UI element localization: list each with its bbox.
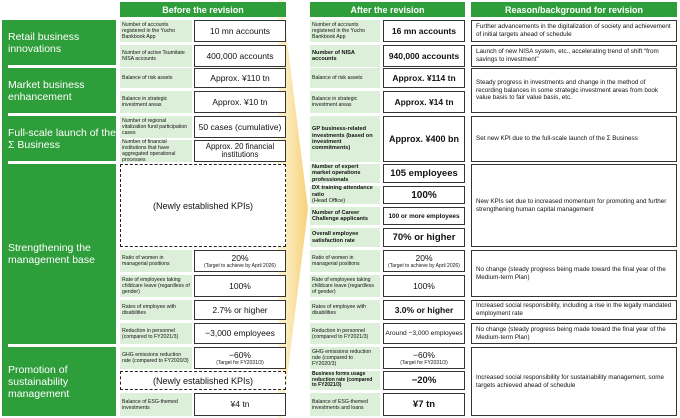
after-value-11 xyxy=(383,300,465,320)
before-value-9 xyxy=(194,323,286,344)
after-value-10-text: 100% xyxy=(413,280,435,291)
after-value-1 xyxy=(383,45,465,67)
after-value-6 xyxy=(383,186,465,204)
after-value-10 xyxy=(383,275,465,297)
before-label-0: Number of accounts registered in the Yucho Bankbook App xyxy=(120,20,192,42)
before-label-1: Number of active Tsumitate NISA accounts xyxy=(120,45,192,67)
after-value-12 xyxy=(383,323,465,344)
reason-4: New KPIs set due to increased momentum for promoting and further strengthening human capital management xyxy=(471,164,677,247)
after-value-8 xyxy=(383,228,465,247)
before-value-0 xyxy=(194,20,286,42)
after-label-10: Rate of employees taking childcare leave (regardless of gender) xyxy=(310,275,380,297)
category-retail: Retail business innovations xyxy=(2,20,116,65)
reason-6: Increased social responsibility, including a rise in the legally mandated employment rate xyxy=(471,300,677,320)
reason-0: Further advancements in the digitalization of society and achievement of initial targets ahead of schedule xyxy=(471,20,677,42)
category-market: Market business enhancement xyxy=(2,68,116,113)
after-value-5-text: 105 employees xyxy=(390,168,458,179)
category-management-base: Strengthening the management base xyxy=(2,164,116,344)
before-label-10: GHG emissions reduction rate (compared to FY2020/3) xyxy=(120,347,192,369)
before-label-11: Balance of ESG-themed investments xyxy=(120,393,192,416)
after-label-13: GHG emissions reduction rate (compared to FY2020/3) xyxy=(310,347,380,369)
category-sustainability: Promotion of sustainability management xyxy=(2,347,116,416)
after-value-5 xyxy=(383,164,465,183)
before-value-6-text: 20% xyxy=(231,252,249,263)
reason-7: No change (steady progress being made toward the final year of the Medium-term Plan) xyxy=(471,323,677,344)
after-value-0 xyxy=(383,20,465,42)
after-label-12: Reduction in personnel (compared to FY2021/3) xyxy=(310,323,380,344)
before-value-10-target: (Target for FY2031/3) xyxy=(216,359,264,366)
after-value-14 xyxy=(383,371,465,390)
after-label-6-text: DX training attendance ratio xyxy=(312,185,373,198)
before-value-4 xyxy=(194,116,286,138)
reason-8: Increased social responsibility for sustainability management, some targets achieved ahead of schedule xyxy=(471,347,677,416)
after-value-9-text: 20% xyxy=(415,252,433,263)
after-label-15: Balance of ESG-themed investments and loans xyxy=(310,393,380,416)
before-label-2: Balance of risk assets xyxy=(120,68,192,88)
before-label-6: Ratio of women in managerial positions xyxy=(120,250,192,272)
after-value-7-text: 100 or more employees xyxy=(388,212,460,220)
reason-3: Set new KPI due to the full-scale launch of the Σ Business xyxy=(471,116,677,162)
after-label-6 xyxy=(310,186,380,204)
after-label-5: Number of expert market operations professionals xyxy=(310,164,380,183)
after-value-0-text: 16 mn accounts xyxy=(391,25,457,36)
after-value-4 xyxy=(383,116,465,162)
after-value-8-text: 70% or higher xyxy=(392,232,456,243)
header-reason: Reason/background for revision xyxy=(471,2,677,17)
before-value-3-text: Approx. ¥10 tn xyxy=(212,96,268,107)
after-value-7 xyxy=(383,207,465,225)
before-label-4: Number of regional vitalization fund participation cases xyxy=(120,116,192,138)
before-value-6 xyxy=(194,250,286,272)
after-value-12-text: Around −3,000 employees xyxy=(385,330,463,337)
after-label-14: Business forms usage reduction rate (compared to FY2021/3) xyxy=(310,371,380,390)
after-label-4: GP business-related investments (based on investment commitments) xyxy=(310,116,380,162)
after-value-3 xyxy=(383,91,465,113)
category-sigma: Full-scale launch of the Σ Business xyxy=(2,116,116,161)
before-value-11 xyxy=(194,393,286,416)
before-label-8: Rates of employee with disabilities xyxy=(120,300,192,320)
after-value-13 xyxy=(383,347,465,369)
after-label-7: Number of Career Challenge applicants xyxy=(310,207,380,225)
after-label-1: Number of NISA accounts xyxy=(310,45,380,67)
reason-5: No change (steady progress being made toward the final year of the Medium-term Plan) xyxy=(471,250,677,297)
before-new-kpis-box-2 xyxy=(120,371,286,390)
after-value-9-target: (Target to achieve by April 2026) xyxy=(388,262,460,269)
before-value-10-text: −60% xyxy=(229,349,251,360)
before-label-5: Number of financial institutions that have aggregated operational processes xyxy=(120,140,192,162)
before-value-5-text: Approx. 20 financial institutions xyxy=(205,142,275,159)
before-value-1-text: 400,000 accounts xyxy=(206,50,274,61)
before-new-kpis-box-1 xyxy=(120,164,286,247)
before-value-2-text: Approx. ¥110 tn xyxy=(210,72,270,83)
reason-2: Steady progress in investments and change in the method of recording balances in some strategic investment areas from book value basis to fair value basis, etc. xyxy=(471,68,677,113)
before-value-6-target: (Target to achieve by April 2026) xyxy=(204,262,276,269)
before-label-9: Reduction in personnel (compared to FY2021/3) xyxy=(120,323,192,344)
header-before: Before the revision xyxy=(120,2,286,17)
reason-1: Launch of new NISA system, etc., accelerating trend of shift “from savings to investment” xyxy=(471,45,677,67)
before-new-kpis-1-text: (Newly established KPIs) xyxy=(152,200,254,211)
after-value-2 xyxy=(383,68,465,88)
after-value-15 xyxy=(383,393,465,416)
before-value-8-text: 2.7% or higher xyxy=(212,304,268,315)
before-value-8 xyxy=(194,300,286,320)
before-value-3 xyxy=(194,91,286,113)
after-label-8: Overall employee satisfaction rate xyxy=(310,228,380,247)
before-value-4-text: 50 cases (cumulative) xyxy=(198,121,282,132)
before-value-7-text: 100% xyxy=(229,280,251,291)
after-label-9: Ratio of women in managerial positions xyxy=(310,250,380,272)
after-label-6-sub: (Head Office) xyxy=(312,198,346,205)
after-value-6-text: 100% xyxy=(411,189,437,201)
before-new-kpis-2-text: (Newly established KPIs) xyxy=(152,375,254,386)
after-label-2: Balance of risk assets xyxy=(310,68,380,88)
after-label-3: Balance in strategic investment areas xyxy=(310,91,380,113)
before-value-11-text: ¥4 tn xyxy=(230,399,250,409)
after-value-11-text: 3.0% or higher xyxy=(394,304,454,315)
after-value-13-text: −60% xyxy=(413,349,435,360)
before-value-1 xyxy=(194,45,286,67)
before-label-7: Rate of employees taking childcare leave (regardless of gender) xyxy=(120,275,192,297)
before-value-5 xyxy=(194,140,286,162)
before-value-0-text: 10 mn accounts xyxy=(209,25,270,36)
before-value-2 xyxy=(194,68,286,88)
after-value-15-text: ¥7 tn xyxy=(412,399,436,410)
after-value-14-text: −20% xyxy=(411,375,437,386)
after-value-3-text: Approx. ¥14 tn xyxy=(394,96,454,107)
after-value-13-target: (Target for FY2031/3) xyxy=(400,359,448,366)
after-label-0: Number of accounts registered in the Yucho Bankbook App xyxy=(310,20,380,42)
before-label-3: Balance in strategic investment areas xyxy=(120,91,192,113)
before-value-9-text: −3,000 employees xyxy=(205,328,275,338)
before-value-10 xyxy=(194,347,286,369)
after-value-9 xyxy=(383,250,465,272)
after-value-2-text: Approx. ¥114 tn xyxy=(392,72,456,83)
header-after: After the revision xyxy=(310,2,465,17)
after-label-11: Rates of employee with disabilities xyxy=(310,300,380,320)
after-value-1-text: 940,000 accounts xyxy=(388,50,460,61)
after-value-4-text: Approx. ¥400 bn xyxy=(388,133,460,144)
before-value-7 xyxy=(194,275,286,297)
